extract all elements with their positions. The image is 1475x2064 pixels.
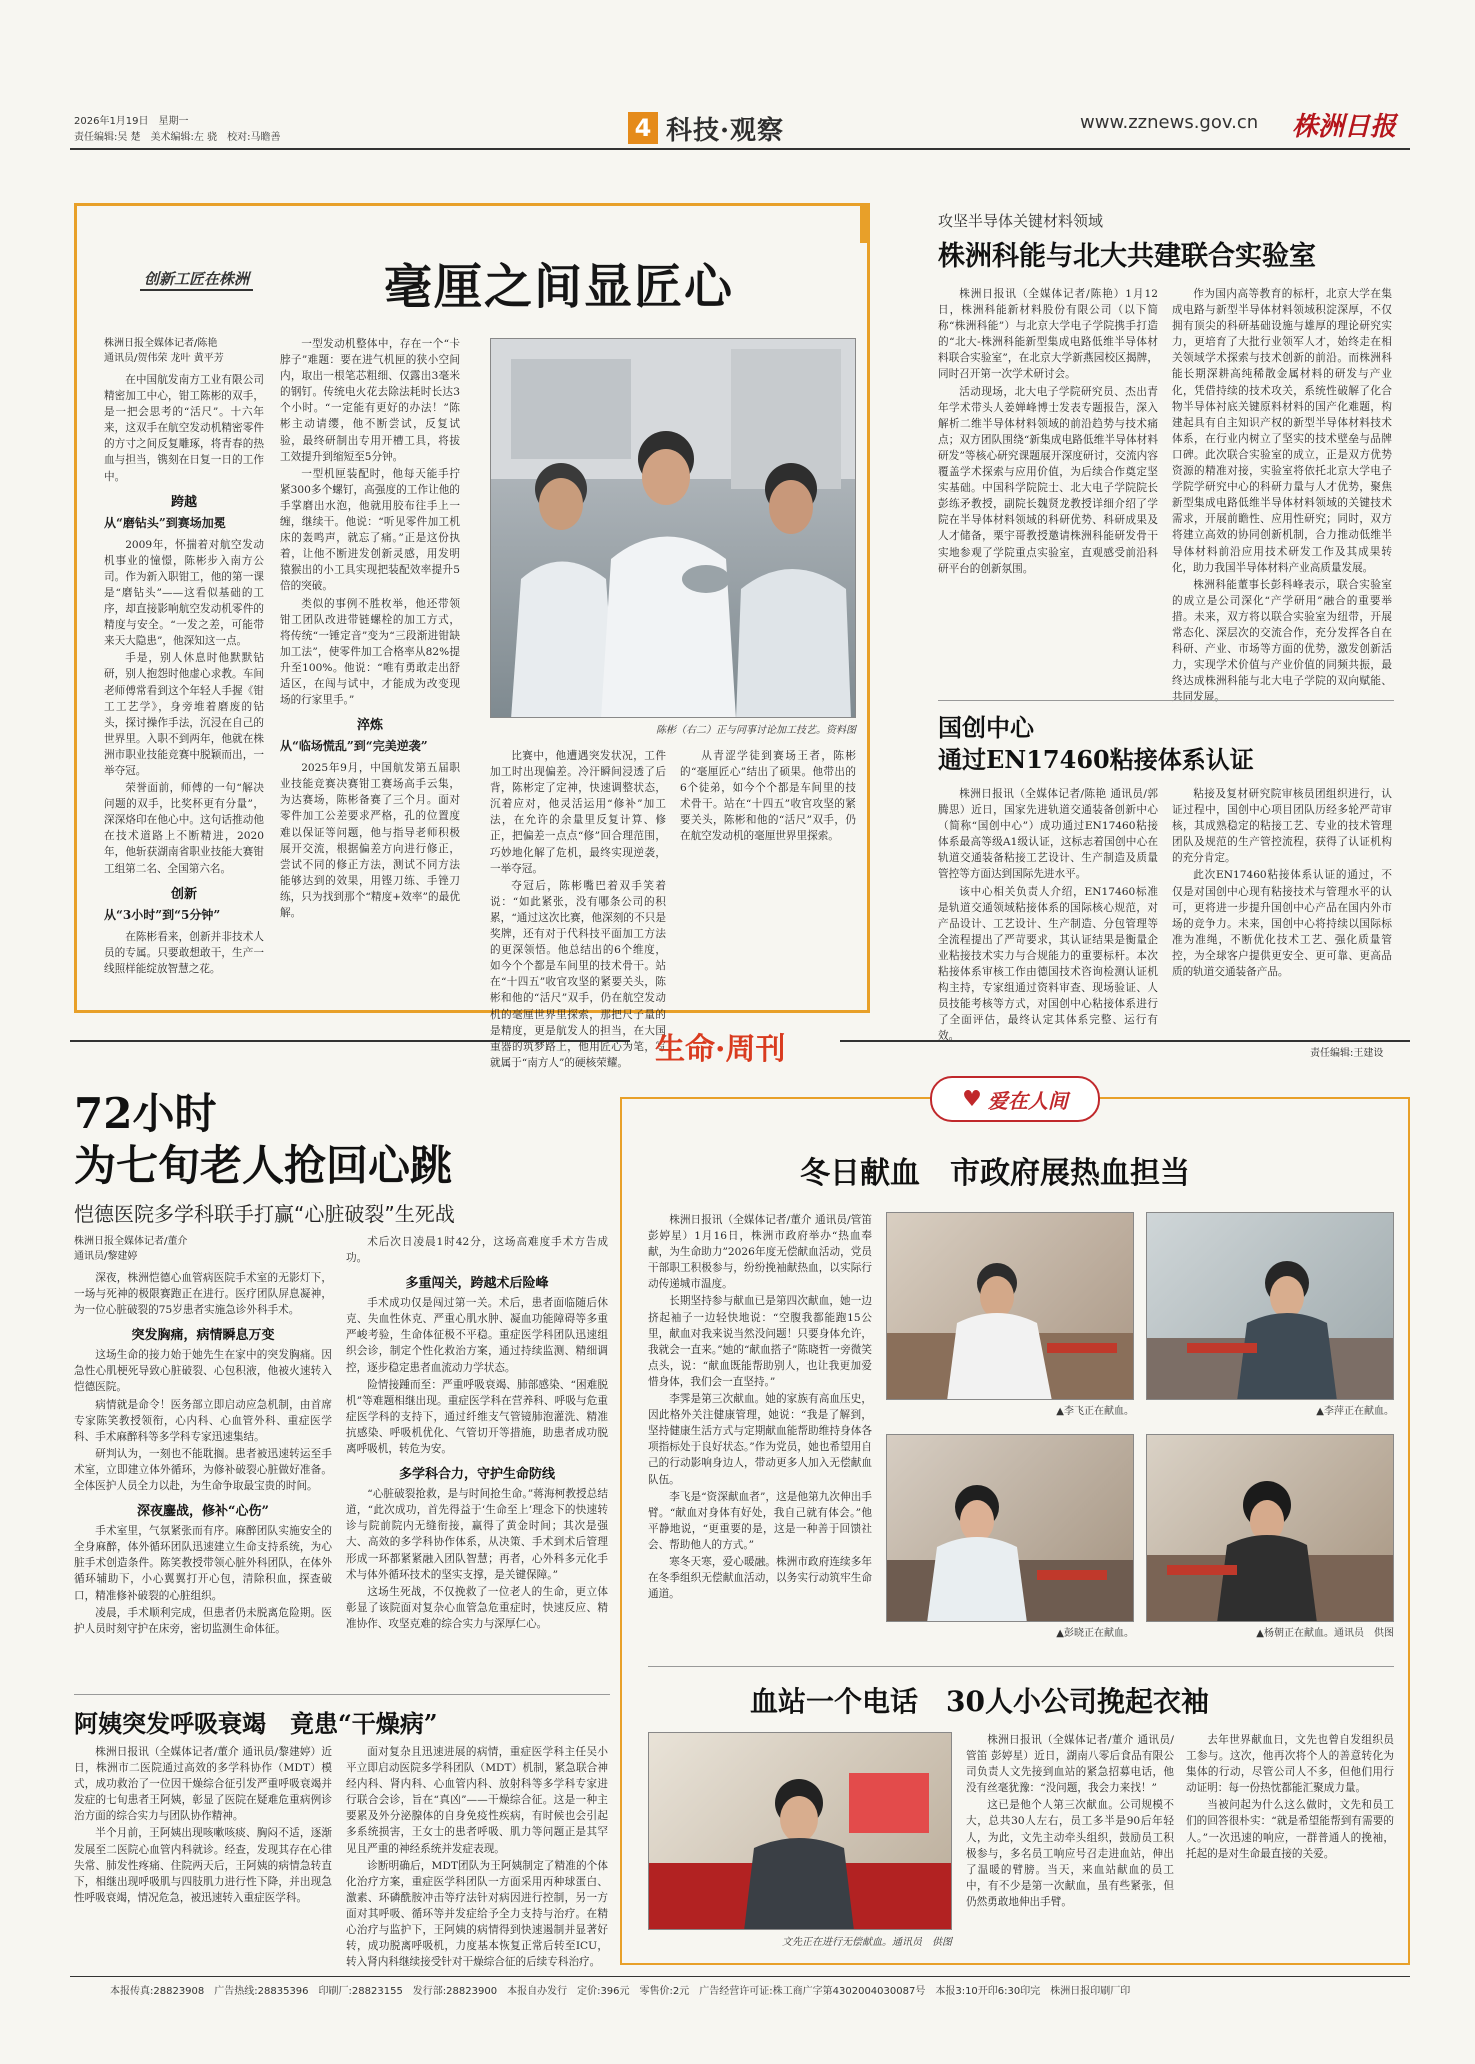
feature-corner-tab (860, 203, 870, 243)
page-number: 4 (628, 112, 658, 144)
feature-paragraph: 手是，别人休息时他默默钻研，别人抱怨时他虚心求教。车间老师傅常看到这个年轻人手握《钳工工艺学》，身旁堆着磨废的钻头，探讨操作手法，沉浸在自己的世界里。入职不到两年，他就在株洲市职业技能竞赛中脱颖而出，一举夺冠。 (104, 652, 264, 777)
heart-article-paragraph: 这场生死战，不仅挽救了一位老人的生命，更立体彰显了该院面对复杂心血管急危重症时，快速反应、精准协作、攻坚克难的综合实力与深厚仁心。 (346, 1585, 608, 1630)
donation-photo-caption: ▲彭晓正在献血。 (1056, 1628, 1134, 1639)
feature-paragraph: 夺冠后，陈彬嘴巴着双手笑着说：“如此紧张，没有哪条公司的积累，“通过这次比赛，他深刻的不只是奖牌，还有对于代科技平面加工方法的更深领悟。他总结出的6个维度，如今个个都是车间里的技术骨干。站在“十四五”收官攻坚的紧要关头，陈彬和他的“活尺”双手，仍在航空发动机的毫厘世界里探索，那把尺子量的是精度，更是航发人的担当，在大国重器的筑梦路上，他用匠心为笔，写就属于“南方人”的硬核荣耀。 (490, 879, 666, 1069)
feature-kicker: 创新工匠在株洲 (140, 268, 253, 291)
heart-subhead: 深夜鏖战，修补“心伤” (137, 1504, 269, 1520)
feature-lead: 在中国航发南方工业有限公司精密加工中心，钳工陈彬的双手，是一把会思考的“活尺”。十六年来，这双手在航空发动机精密零件的方寸之间反复雕琢，将青春的热血与担当，镌刻在日复一日的工作中。 (104, 374, 264, 483)
article-divider (938, 700, 1394, 701)
dry-syndrome-paragraph: 诊断明确后，MDT团队为王阿姨制定了精准的个体化治疗方案，重症医学科团队一方面采用丙种球蛋白、激素、环磷酰胺冲击等疗法针对病因进行控制，另一方面对其呼吸、循环等并发症给予全力支持与治疗。在精心治疗与监护下，王阿姨的病情得到快速遏制并显著好转，成功脱离呼吸机，力度基本恢复正常后转至ICU，转入肾内科继续接受针对干燥综合征的后续专科治疗。 (346, 1859, 608, 1969)
cert-article-paragraph: 粘接及复材研究院审核员团组织进行，认证过程中，国创中心项目团队历经多轮严苛审核，其成熟稳定的粘接工艺、专业的技术管理团队及规范的生产管控流程，获得了认证机构的充分肯定。 (1172, 788, 1392, 865)
issue-date: 2026年1月19日 星期一 (74, 116, 189, 127)
company-donation-photo (648, 1732, 952, 1930)
company-donation-paragraph: 株洲日报讯（全媒体记者/董介 通讯员/管笛 彭婷星）近日，湖南八零后食品有限公司负责人文先接到血站的紧急招募电话，他没有丝毫犹豫：“没问题，我会力来找！” (966, 1734, 1174, 1795)
page-editors: 责任编辑:吴 楚 美术编辑:左 骁 校对:马瞻善 (74, 132, 281, 143)
heart-article-paragraph: 深夜，株洲恺德心血管病医院手术室的无影灯下，一场与死神的极限赛跑正在进行。医疗团队屏息凝神，为一位心脏破裂的75岁患者实施急诊外科手术。 (74, 1272, 332, 1317)
company-donation-caption: 文先正在进行无偿献血。通讯员 供图 (782, 1937, 952, 1948)
article-divider (648, 1666, 1394, 1667)
blood-donation-paragraph: 李飞是“资深献血者”，这是他第九次伸出手臂。“献血对身体有好处，我自己就有体会。”他平静地说，“更重要的是，这是一种善于回馈社会、帮助他人的方式。” (648, 1490, 872, 1551)
donation-photo-caption: ▲李飞正在献血。 (1056, 1406, 1134, 1417)
heart-article-paragraph: 险情接踵而至：严重呼吸衰竭、肺部感染、“困难脱机”等难题相继出现。重症医学科在营养科、呼吸与危重症医学科的支持下，通过纤维支气管镜肺泡灌洗、精准抗感染、呼吸机优化、气管切开等措施，助患者成功脱离呼吸机，转危为安。 (346, 1378, 608, 1456)
lab-article-paragraph: 作为国内高等教育的标杆，北京大学在集成电路与新型半导体材料领域积淀深厚，不仅拥有顶尖的科研基础设施与雄厚的理论研究实力，更培育了大批行业领军人才，始终走在相关领域学术探索与技术创新的前沿。而株洲科能长期深耕高纯稀散金属材料的研发与产业化，凭借持续的技术攻关，系统性破解了化合物半导体衬底关键原料材料的国产化难题，构建起具有自主知识产权的新型半导体材料技术体系，在行业内树立了坚实的技术壁垒与品牌口碑。此次联合实验室的成立，正是双方优势资源的精准对接，实验室将依托北京大学电子学院学研究中心的科研力量与人才优势，聚焦新型集成电路低维半导体材料领域的关键技术需求，开展前瞻性、应用性研究；同时，双方将建立高效的协同创新机制，合力推动低维半导体材料前沿应用技术研发工作及其成果转化，助力我国半导体材料产业高质量发展。 (1172, 288, 1392, 574)
heart-article-headline: 72小时 为七旬老人抢回心跳 (74, 1089, 453, 1190)
blood-donation-paragraph: 李霁是第三次献血。她的家族有高血压史，因此格外关注健康管理，她说：“我是了解到，坚持健康生活方式与定期献血能帮助维持身体各项指标处于良好状态。”作为党员，她也希望用自己的行动影响身边人，带动更多人加入无偿献血队伍。 (648, 1393, 872, 1486)
dry-syndrome-headline: 阿姨突发呼吸衰竭 竟患“干燥病” (74, 1709, 438, 1738)
feature-paragraph: 类似的事例不胜枚举，他还带领钳工团队改进带链螺栓的加工方式，将传统“一锤定音”变为“三段渐进钳缺加工法”，使零件加工合格率从82%提升至100%。他说：“唯有勇敢走出舒适区，在闯与试中，才能成为改变现场的行家里手。” (280, 597, 460, 707)
donation-photo (1146, 1212, 1394, 1400)
lab-article-paragraph: 活动现场，北大电子学院研究员、杰出青年学术带头人姜婵峰博士发表专题报告，深入解析二维半导体材料领域的前沿趋势与技术痛点；双方团队围绕“新集成电路低维半导体材料研发”等核心研究课题展开深度研讨，交流内容覆盖学术探索与应用价值，为后续合作奠定坚实基础。中国科学院院士、北大电子学院院长彭练矛教授，副院长魏贤龙教授详细介绍了学院在半导体材料领域的科研优势、科研成果及人才储备，栗宇哥教授邀请株洲科能研发骨干实地参观了学院重点实验室，直观感受前沿科研平台的创新氛围。 (938, 385, 1158, 575)
heart-article-paragraph: 凌晨，手术顺利完成，但患者仍未脱离危险期。医护人员时刻守护在床旁，密切监测生命体征。 (74, 1606, 332, 1635)
feature-subhead-1-sub: 从“磨钻头”到赛场加冕 (104, 515, 226, 530)
heart-icon: ♥ (962, 1086, 982, 1112)
footer-imprint: 本报传真:28823908 广告热线:28835396 印刷厂:28823155 发行部:28823900 本报自办发行 定价:396元 零售价:2元 广告经营许可证:株工商广字第4302004030087号 本报3:10开印6:30印完 株洲日报印刷厂印 (110, 1986, 1131, 1997)
feature-subhead-3-sub: 从“临场慌乱”到“完美逆袭” (280, 739, 428, 754)
dry-syndrome-paragraph: 株洲日报讯（全媒体记者/董介 通讯员/黎建婷）近日，株洲市二医院通过高效的多学科协作（MDT）模式，成功救治了一位因干燥综合征引发严重呼吸衰竭并发症的七旬患者王阿姨，彰显了医院在疑难危重病例诊治方面的综合实力与团队协作精神。 (74, 1746, 332, 1823)
company-donation-paragraph: 当被问起为什么这么做时，文先和员工们的回答很朴实：“就是希望能帮到有需要的人。”一次迅速的响应，一群普通人的挽袖，托起的是对生命最直接的关爱。 (1186, 1799, 1394, 1860)
lab-article-paragraph: 株洲科能董事长彭科峰表示，联合实验室的成立是公司深化“产学研用”融合的重要举措。未来，双方将以联合实验室为纽带，开展常态化、深层次的交流合作，充分发挥各自在科研、产业、市场等方面的优势，激发创新活力，实现学术价值与产业价值的同频共振，最终达成株洲科能与北大电子学院的双向赋能、共同发展。 (1172, 578, 1392, 704)
article-divider (74, 1694, 610, 1695)
heart-article-paragraph: 术后次日凌晨1时42分，这场高难度手术方告成功。 (346, 1236, 608, 1265)
heart-article-paragraph: 手术成功仅是闯过第一关。术后，患者面临随后休克、失血性休克、严重心肌水肿、凝血功能障碍等多重严峻考验，生命体征极不平稳。重症医学科团队迅速组织会诊，制定个性化救治方案，通过持续监测、精细调控，逐步稳定患者血流动力学状态。 (346, 1297, 608, 1374)
heart-subhead: 多重闯关，跨越术后险峰 (405, 1276, 549, 1292)
feature-paragraph: 从青涩学徒到赛场王者，陈彬的“毫厘匠心”结出了硕果。他带出的6个徒弟，如今个个都是车间里的技术骨干。站在“十四五”收官攻坚的紧要关头，陈彬和他的“活尺”双手，仍在航空发动机的毫厘世界里探索。 (680, 750, 856, 843)
lab-article-kicker: 攻坚半导体关键材料领域 (938, 212, 1104, 230)
heart-subhead: 突发胸痛，病情瞬息万变 (131, 1328, 275, 1344)
heart-article-paragraph: 病情就是命令！医务部立即启动应急机制，由首席专家陈笑教授领衔，心内科、心血管外科、重症医学科、手术麻醉科等多学科专家迅速集结。 (74, 1398, 332, 1443)
heart-article-subtitle: 恺德医院多学科联手打赢“心脏破裂”生死战 (74, 1202, 455, 1226)
heart-article-byline: 株洲日报全媒体记者/董介 通讯员/黎建婷 (74, 1236, 188, 1262)
footer-rule (70, 1976, 1410, 1977)
blood-donation-paragraph: 长期坚持参与献血已是第四次献血，她一边挤起袖子一边轻快地说：“空腹我都能跑15公里，献血对我来说当然没问题！只要身体允许，我就会一直来。”她的“献血搭子”陈晓哲一旁微笑点头，说：“献血既能帮助别人，也让我更加爱惜身体，我们会一直坚持。” (648, 1295, 872, 1388)
feature-subhead-1: 跨越 (170, 494, 197, 510)
feature-photo-caption: 陈彬（右二）正与同事讨论加工技艺。资料图 (656, 725, 856, 736)
section-rule-right (840, 1040, 1410, 1042)
blood-donation-paragraph: 株洲日报讯（全媒体记者/董介 通讯员/管笛 彭婷星）1月16日，株洲市政府举办“热血奉献，为生命助力”2026年度无偿献血活动，党员干部职工积极参与，纷纷挽袖献热血，以实际行动传递城市温度。 (648, 1214, 872, 1291)
love-kicker-text: 爱在人间 (987, 1088, 1068, 1113)
donation-photo-caption: ▲李萍正在献血。 (1316, 1406, 1394, 1417)
feature-headline: 毫厘之间显匠心 (384, 259, 735, 315)
life-section-editor: 责任编辑:王建设 (1310, 1048, 1384, 1059)
lab-article-paragraph: 株洲日报讯（全媒体记者/陈艳）1月12日，株洲科能新材料股份有限公司（以下简称“株洲科能”）与北京大学电子学院携手打造的“北大-株洲科能新型集成电路低维半导体材料联合实验室”，在北京大学新燕园校区揭牌，同时召开第一次学术研讨会。 (938, 288, 1158, 381)
dry-syndrome-paragraph: 半个月前，王阿姨出现咳嗽咳痰、胸闷不适，逐渐发展至二医院心血管内科就诊。经查，发现其存在心律失常、肺发性疼痛、住院两天后，王阿姨的病情急转直下，相继出现呼吸肌与四肢肌力进行性下降，并出现急性呼吸衰竭，情况危急，被迅速转入重症医学科。 (74, 1827, 332, 1904)
blood-donation-paragraph: 寒冬天寒，爱心暖融。株洲市政府连续多年在冬季组织无偿献血活动，以务实行动筑牢生命通道。 (648, 1555, 872, 1601)
donation-photo (886, 1212, 1134, 1400)
heart-article-paragraph: 研判认为，一刻也不能耽搁。患者被迅速转运至手术室，立即建立体外循环，为修补破裂心脏做好准备。全体医护人员全力以赴，为生命争取最宝贵的时间。 (74, 1447, 332, 1493)
cert-article-paragraph: 该中心相关负责人介绍，EN17460标准是轨道交通领域粘接体系的国际核心规范，对产品设计、工艺设计、生产制造、分包管理等全流程提出了严苛要求，其认证结果是衡量企业粘接技术实力与合规能力的重要标杆。本次粘接体系审核工作由德国技术咨询检测认证机构主持，专家组通过资料审查、现场验证、人员技能考核等方式，对国创中心粘接体系进行了全面评估，最终认定其体系完整、运行有效。 (938, 885, 1158, 1043)
feature-paragraph: 2009年，怀揣着对航空发动机事业的憧憬，陈彬步入南方公司。作为新入职钳工，他的第一课是“磨钻头”——这看似基础的工序，却直接影响航空发动机零件的精度与安全。“一发之差，可能带来天大隐患”，他深知这一点。 (104, 538, 264, 648)
donation-photo (886, 1434, 1134, 1622)
masthead-logo: 株洲日报 (1292, 112, 1397, 142)
life-section-title: 生命·周刊 (655, 1032, 786, 1067)
heart-article-paragraph: 这场生命的接力始于她先生在家中的突发胸痛。因急性心肌梗死导致心脏破裂、心包积液，他被火速转入恺德医院。 (74, 1349, 332, 1394)
lab-article-headline: 株洲科能与北大共建联合实验室 (938, 241, 1316, 272)
feature-photo (490, 338, 856, 718)
feature-byline: 株洲日报全媒体记者/陈艳 通讯员/贺伟荣 龙叶 黄平芳 (104, 338, 224, 364)
company-donation-headline: 血站一个电话 30人小公司挽起衣袖 (750, 1685, 1209, 1718)
cert-article-headline: 国创中心 通过EN17460粘接体系认证 (938, 713, 1254, 774)
blood-donation-headline: 冬日献血 市政府展热血担当 (800, 1156, 1190, 1191)
company-donation-paragraph: 这已是他个人第三次献血。公司规模不大，总共30人左右，员工多半是90后年轻人，为此，文先主动牵头组织，鼓励员工积极参与，多名员工响应号召走进血站，伸出了温暖的臂膀。当天，来血站献血的员工中，有不少是第一次献血，虽有些紧张，但仍然勇敢地伸出手臂。 (966, 1799, 1174, 1908)
donation-photo-caption: ▲杨朝正在献血。通讯员 供图 (1256, 1628, 1394, 1639)
donation-photo (1146, 1434, 1394, 1622)
heart-article-paragraph: 手术室里，气氛紧张而有序。麻醉团队实施安全的全身麻醉，体外循环团队迅速建立生命支持系统，为心脏手术创造条件。陈笑教授带领心脏外科团队，在体外循环辅助下，小心翼翼打开心包，清除积血，探查破口，精准修补破裂的心脏组织。 (74, 1525, 332, 1602)
feature-paragraph: 一型机匣装配时，他每天能手拧紧300多个螺钉，高强度的工作让他的手掌磨出水泡，他就用胶布往手上一缠，继续干。他说：“听见零件加工机床的轰鸣声，就忘了痛。”正是这份执着，让他不断进发创新灵感，用发明猿猴出的小工具实现把装配效率提升5倍的突破。 (280, 467, 460, 593)
header-rule (70, 148, 1410, 150)
company-donation-paragraph: 去年世界献血日，文先也曾自发组织员工参与。这次，他再次将个人的善意转化为集体的行动，尽管公司人不多，但他们用行动证明：每一份热忱都能汇聚成力量。 (1186, 1734, 1394, 1795)
cert-article-paragraph: 株洲日报讯（全媒体记者/陈艳 通讯员/郭腾思）近日，国家先进轨道交通装备创新中心（简称“国创中心”）成功通过EN17460粘接体系最高等级A1级认证，这标志着国创中心在轨道交通装备粘接工艺设计、生产制造及质量管控等方面达到国际先进水平。 (938, 788, 1158, 881)
heart-article-paragraph: “心脏破裂抢救，是与时间抢生命。”蒋海柯教授总结道，“此次成功，首先得益于‘生命至上’理念下的快速转诊与院前院内无缝衔接，赢得了黄金时间；其次是强大、高效的多学科协作体系，从决策、手术到术后管理形成一环都紧紧融入团队智慧；再者，心外科多元化手术与体外循环技术的坚实支撑，是关键保障。” (346, 1488, 608, 1581)
love-kicker-badge (930, 1076, 1100, 1122)
feature-paragraph: 荣誉面前，师傅的一句“解决问题的双手，比奖杯更有分量”，深深烙印在他心中。这句话推动他在技术道路上不断精进，2020年，他斩获湖南省职业技能大赛钳工组第二名、全国第六名。 (104, 782, 264, 875)
feature-subhead-3: 淬炼 (356, 718, 383, 734)
feature-subhead-2: 创新 (170, 886, 197, 902)
site-url[interactable]: www.zznews.gov.cn (1080, 112, 1259, 133)
page-section-title: 科技·观察 (666, 116, 785, 146)
feature-paragraph: 一型发动机整体中，存在一个“卡脖子”难题：要在进气机匣的狭小空间内，取出一根笔芯粗细、仅露出3毫米的钢钉。传统电火花去除法耗时长达3个小时。“一定能有更好的办法！”陈彬主动请缨，他不断尝试，反复试验，最终研制出专用开槽工具，将拔工效提升到缩短至5分钟。 (280, 338, 460, 463)
feature-paragraph: 2025年9月，中国航发第五届职业技能竞赛决赛钳工赛场高手云集，为达赛场，陈彬备赛了三个月。面对零件加工公差要求严格，孔的位置度难以保证等问题，他与指导老师积极展开交流，根据偏差方向进行修正，尝试不同的修正方法，测试不同方法能够达到的效果，用铿刀练、手锉刀练，只为找到那个“精度+效率”的最优解。 (280, 762, 460, 919)
cert-article-paragraph: 此次EN17460粘接体系认证的通过，不仅是对国创中心现有粘接技术与管理水平的认可，更将进一步提升国创中心产品在国内外市场的竞争力。未来，国创中心将持续以国际标准为准绳，不断优化技术工艺、强化质量管控，为全球客户提供更安全、更可靠、更高品质的轨道交通装备产品。 (1172, 869, 1392, 979)
feature-paragraph: 在陈彬看来，创新并非技术人员的专属。只要敢想敢干，生产一线照样能绽放智慧之花。 (104, 930, 264, 975)
feature-subhead-2-sub: 从“3小时”到“5分钟” (104, 907, 221, 922)
heart-subhead: 多学科合力，守护生命防线 (398, 1467, 555, 1483)
feature-paragraph: 比赛中，他遭遇突发状况，工件加工时出现偏差。冷汗瞬间浸透了后背，陈彬定了定神，快速调整状态，沉着应对，他灵活运用“修补”加工法，在允许的余量里反复计算、修正，把偏差一点点“修”回合理范围，巧妙地化解了危机，最终实现逆袭，一举夺冠。 (490, 750, 666, 875)
section-rule-left (70, 1040, 630, 1042)
dry-syndrome-paragraph: 面对复杂且迅速进展的病情，重症医学科主任吴小平立即启动医院多学科团队（MDT）机制，紧急联合神经内科、肾内科、心血管内科、放射科等多学科专家进行联合会诊，旨在“真凶”——干燥综合征。这是一种主要累及外分泌腺体的自身免疫性疾病，有时候也会引起多系统损害，王女士的患者呼吸、肌力等问题正是其罕见且严重的神经系统并发症表现。 (346, 1746, 608, 1855)
